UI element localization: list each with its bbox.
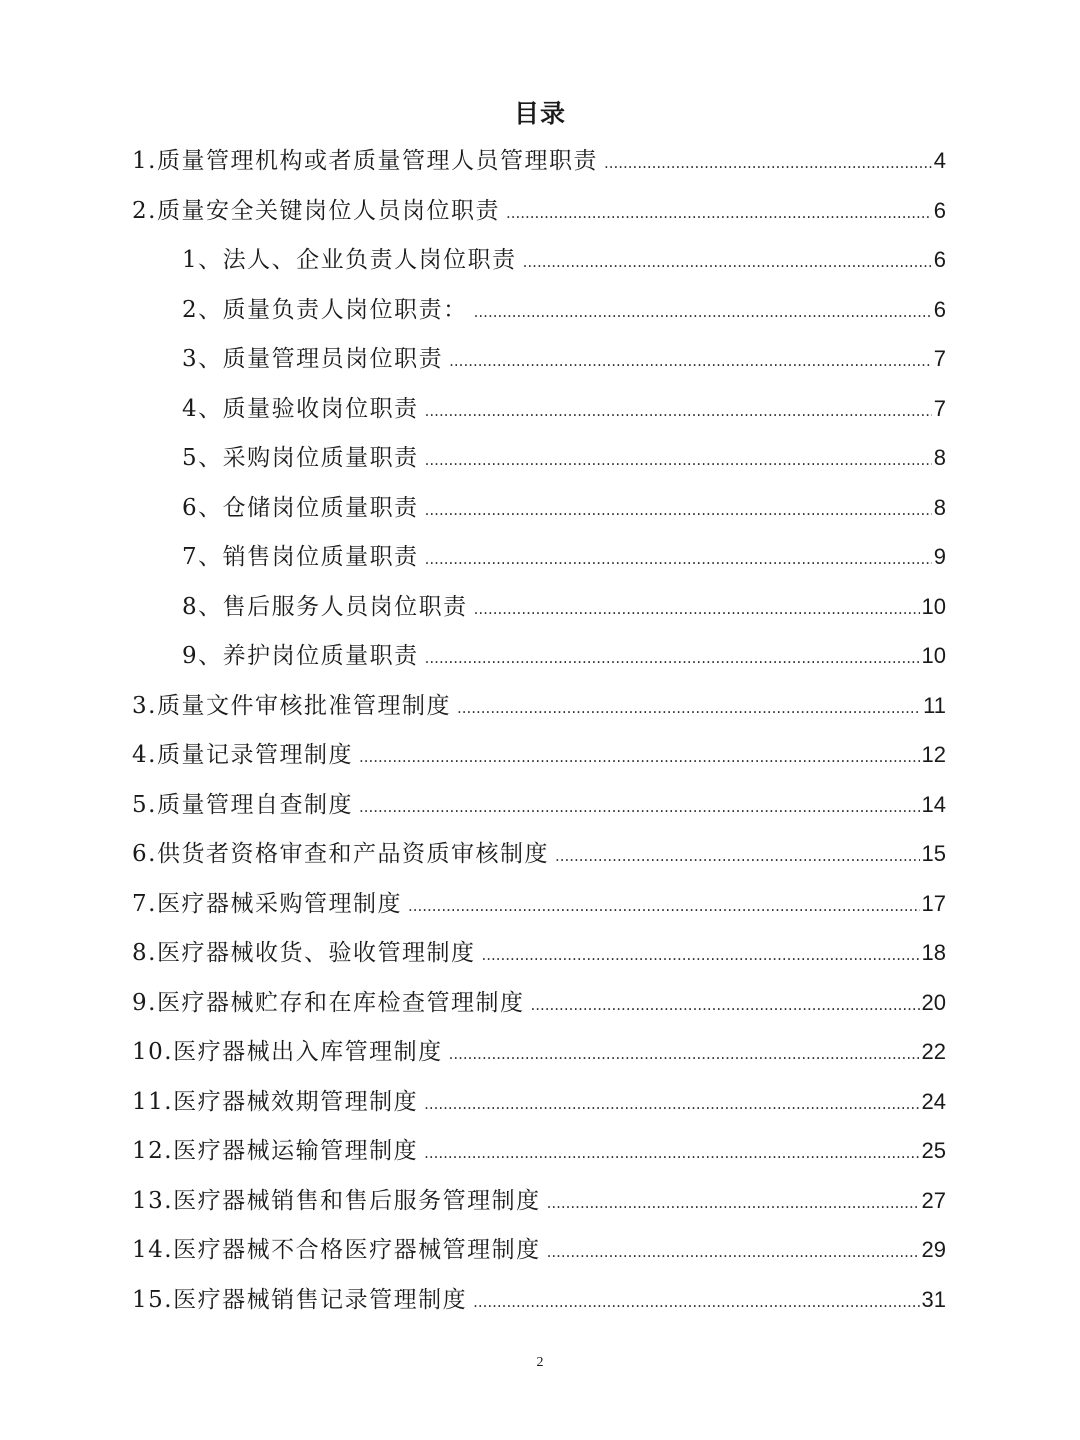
toc-entry[interactable] [132, 1077, 946, 1127]
toc-entry[interactable] [132, 1275, 946, 1325]
toc-entry-page: 14 [921, 791, 946, 817]
toc-entry-label: 1、法人、企业负责人岗位职责 [182, 247, 517, 273]
toc-entry-page: 8 [933, 445, 946, 470]
toc-entry-page: 10 [921, 593, 946, 619]
toc-entry-label: 9、养护岗位质量职责 [182, 643, 419, 669]
toc-entry-page: 18 [921, 940, 946, 965]
toc-entry-page: 27 [921, 1187, 946, 1213]
toc-subentry[interactable] [132, 285, 946, 335]
toc-dot-leader [424, 1080, 919, 1130]
toc-entry-label: 5、采购岗位质量职责 [182, 445, 419, 471]
toc-entry[interactable] [132, 1126, 946, 1176]
toc-dot-leader [547, 1228, 920, 1278]
toc-entry-page: 24 [921, 1088, 946, 1114]
toc-entry-page: 22 [921, 1039, 946, 1064]
toc-dot-leader [474, 585, 920, 635]
toc-dot-leader [449, 337, 932, 387]
table-of-contents [132, 136, 946, 1324]
toc-entry[interactable] [132, 780, 946, 830]
toc-subentry[interactable] [132, 532, 946, 582]
toc-subentry[interactable] [132, 582, 946, 632]
toc-dot-leader [555, 832, 920, 882]
toc-subentry[interactable] [132, 235, 946, 285]
toc-entry-label: 6、仓储岗位质量职责 [182, 494, 419, 521]
toc-subentry[interactable] [132, 384, 946, 434]
toc-entry-page: 25 [921, 1138, 946, 1163]
toc-entry-page: 6 [933, 296, 946, 322]
toc-dot-leader [473, 1278, 919, 1328]
toc-dot-leader [408, 882, 920, 932]
toc-dot-leader [359, 733, 920, 783]
toc-entry-label: 6.供货者资格审查和产品资质审核制度 [132, 841, 549, 867]
toc-entry-page: 15 [921, 841, 946, 866]
toc-entry[interactable] [132, 829, 946, 879]
toc-title: 目录 [513, 99, 566, 128]
toc-dot-leader [425, 486, 932, 536]
toc-entry[interactable] [132, 186, 946, 236]
toc-dot-leader [523, 238, 932, 288]
toc-entry-page: 10 [921, 643, 946, 668]
toc-dot-leader [425, 436, 932, 486]
toc-entry-label: 11.医疗器械效期管理制度 [132, 1088, 419, 1115]
toc-entry-label: 2、质量负责人岗位职责： [182, 296, 468, 323]
toc-subentry[interactable] [132, 433, 946, 483]
toc-dot-leader [474, 288, 932, 338]
toc-entry-label: 8.医疗器械收货、验收管理制度 [132, 940, 476, 966]
toc-dot-leader [457, 684, 921, 734]
toc-entry-label: 9.医疗器械贮存和在库检查管理制度 [132, 989, 525, 1016]
toc-entry-label: 5.质量管理自查制度 [132, 791, 353, 818]
toc-dot-leader [604, 139, 932, 189]
toc-dot-leader [481, 931, 919, 981]
toc-entry-page: 17 [921, 890, 946, 916]
toc-entry[interactable] [132, 1027, 946, 1077]
toc-entry[interactable] [132, 730, 946, 780]
toc-entry-page: 29 [921, 1237, 946, 1262]
toc-entry-label: 15.医疗器械销售记录管理制度 [132, 1286, 468, 1313]
toc-entry-page: 20 [921, 989, 946, 1015]
toc-entry-label: 2.质量安全关键岗位人员岗位职责 [132, 197, 500, 224]
toc-dot-leader [425, 387, 932, 437]
toc-entry-page: 6 [933, 247, 946, 272]
toc-entry-page: 31 [921, 1286, 946, 1312]
toc-entry-page: 8 [933, 494, 946, 520]
toc-entry-label: 1.质量管理机构或者质量管理人员管理职责 [132, 148, 598, 174]
toc-dot-leader [425, 634, 920, 684]
toc-entry-page: 11 [923, 692, 946, 718]
toc-entry-label: 4、质量验收岗位职责 [182, 395, 419, 422]
toc-entry[interactable] [132, 1176, 946, 1226]
toc-entry[interactable] [132, 681, 946, 731]
toc-dot-leader [449, 1030, 920, 1080]
toc-dot-leader [359, 783, 920, 833]
toc-dot-leader [530, 981, 919, 1031]
toc-dot-leader [424, 1129, 919, 1179]
toc-entry[interactable] [132, 136, 946, 186]
toc-dot-leader [547, 1179, 920, 1229]
toc-entry-page: 7 [933, 346, 946, 371]
toc-entry-label: 3.质量文件审核批准管理制度 [132, 692, 451, 719]
toc-dot-leader [506, 189, 932, 239]
toc-entry[interactable] [132, 1225, 946, 1275]
toc-entry-page: 9 [933, 544, 946, 569]
page-number: 2 [536, 1355, 544, 1370]
toc-entry-label: 10.医疗器械出入库管理制度 [132, 1039, 443, 1065]
toc-entry-label: 7、销售岗位质量职责 [182, 544, 419, 570]
toc-entry-label: 7.医疗器械采购管理制度 [132, 890, 402, 917]
toc-entry-page: 7 [933, 395, 946, 421]
toc-subentry[interactable] [132, 334, 946, 384]
toc-entry-page: 12 [921, 742, 946, 767]
toc-entry-label: 14.医疗器械不合格医疗器械管理制度 [132, 1237, 541, 1263]
toc-entry-label: 4.质量记录管理制度 [132, 742, 353, 768]
toc-entry-page: 4 [933, 148, 946, 173]
toc-entry[interactable] [132, 928, 946, 978]
toc-entry-label: 12.医疗器械运输管理制度 [132, 1138, 419, 1164]
toc-entry-label: 8、售后服务人员岗位职责 [182, 593, 468, 620]
toc-subentry[interactable] [132, 631, 946, 681]
toc-entry-label: 3、质量管理员岗位职责 [182, 346, 444, 372]
toc-entry[interactable] [132, 879, 946, 929]
toc-subentry[interactable] [132, 483, 946, 533]
toc-dot-leader [425, 535, 932, 585]
toc-entry-label: 13.医疗器械销售和售后服务管理制度 [132, 1187, 541, 1214]
toc-entry-page: 6 [933, 197, 946, 223]
toc-entry[interactable] [132, 978, 946, 1028]
